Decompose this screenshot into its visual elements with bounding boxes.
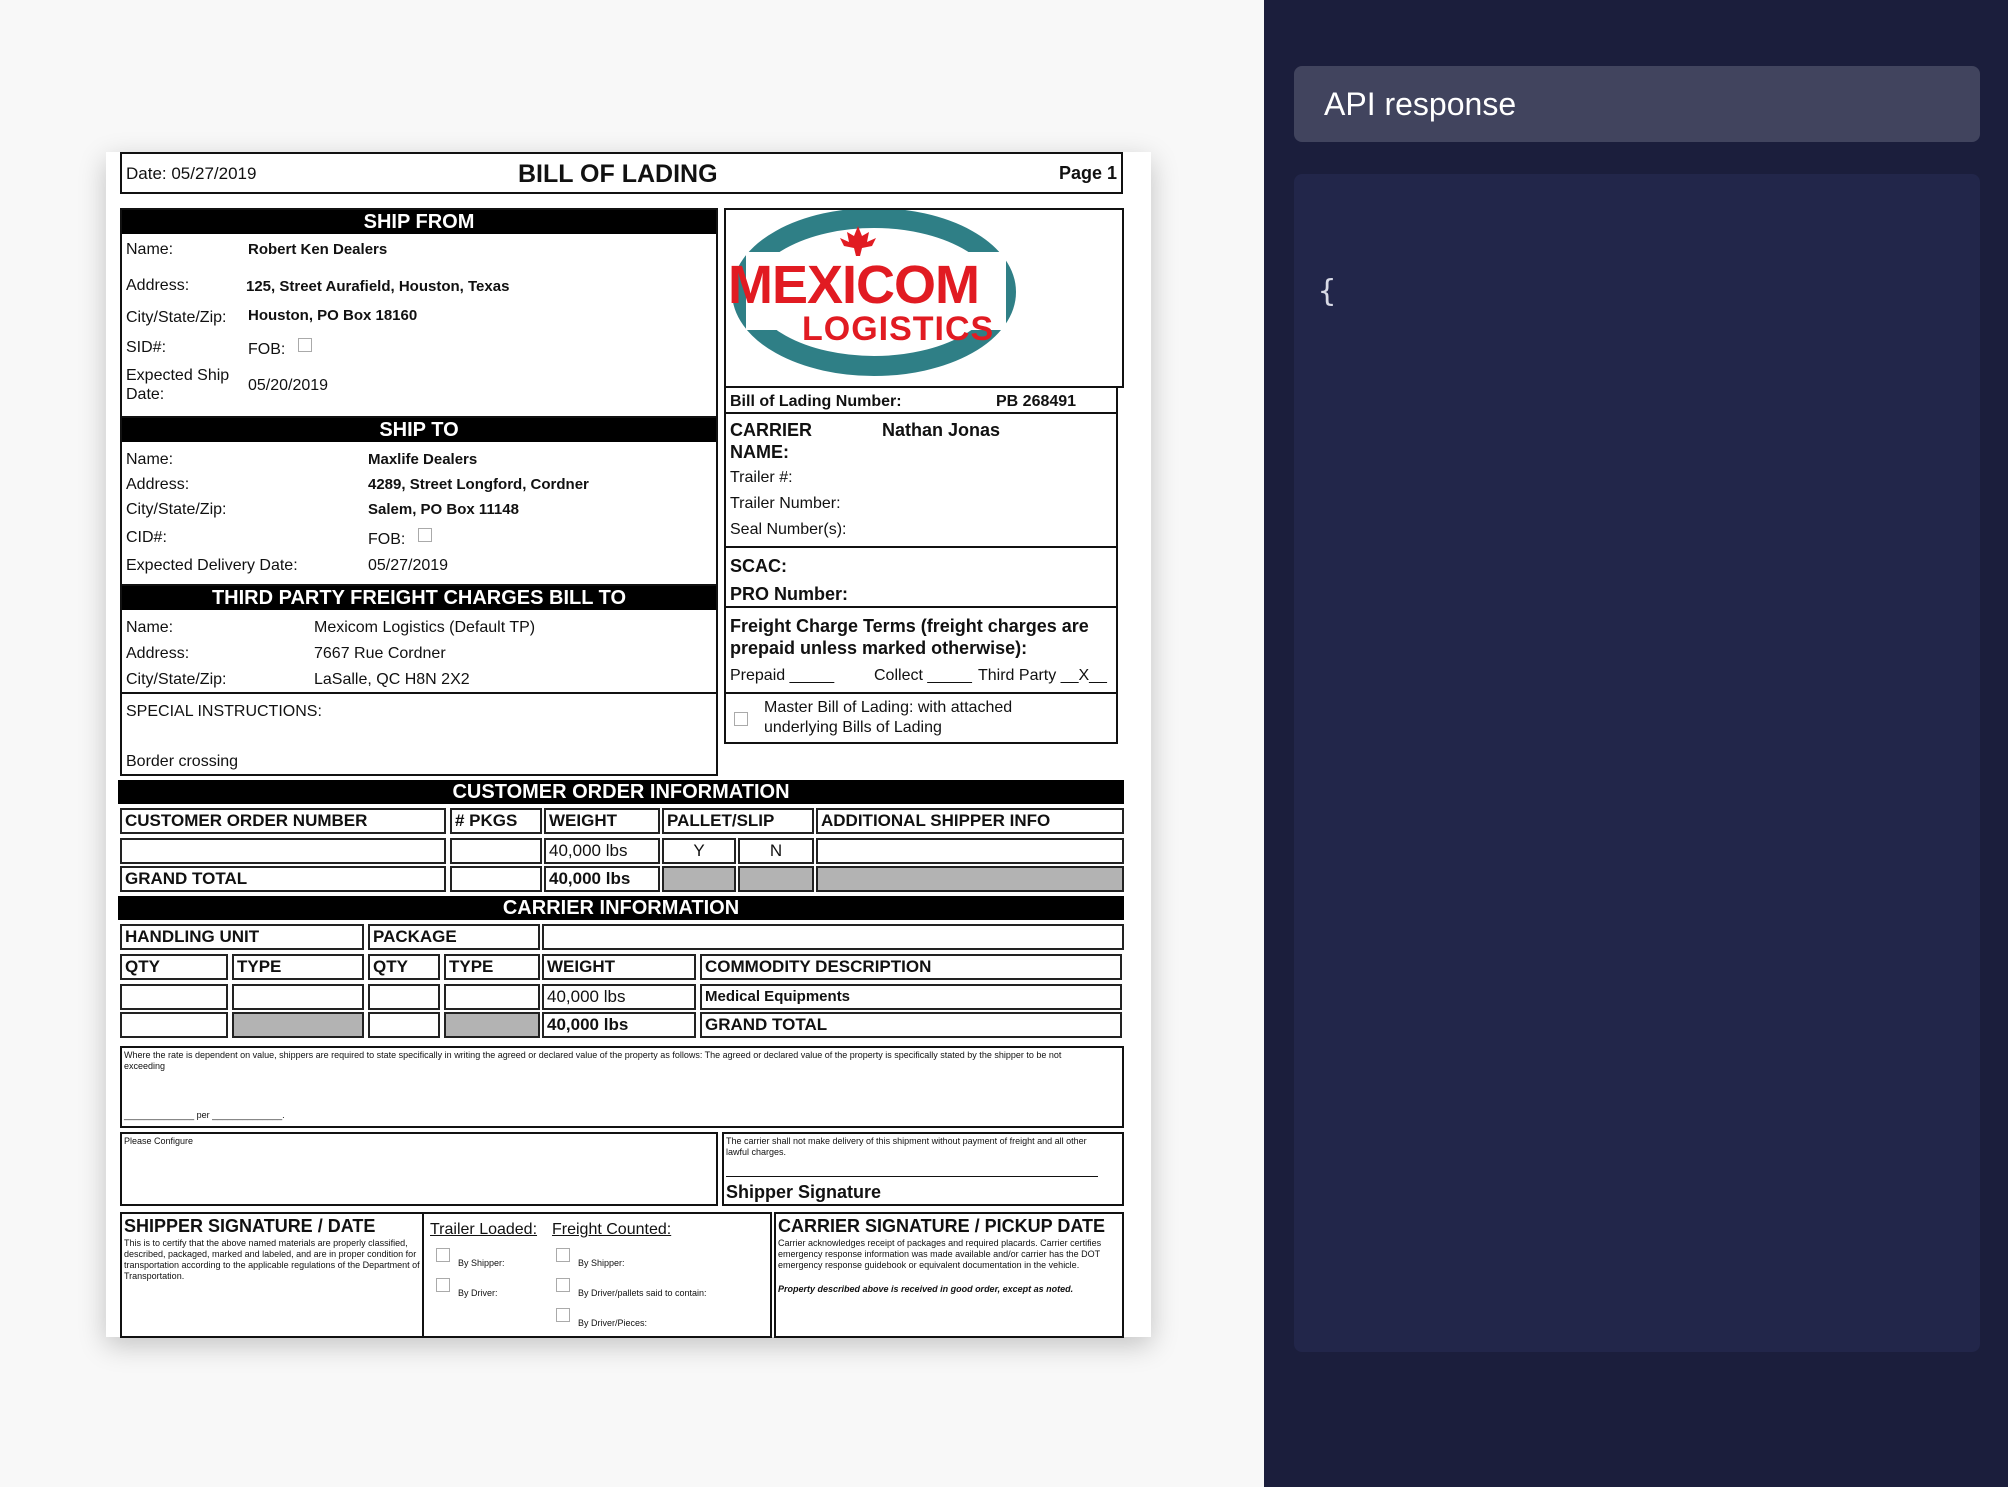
order-slip-cell: N bbox=[738, 838, 814, 864]
expected-ship-label-2: Date: bbox=[126, 386, 165, 403]
expected-ship-date: 05/20/2019 bbox=[248, 377, 329, 394]
api-response-panel bbox=[1264, 0, 2008, 1487]
carrier-box bbox=[724, 412, 1118, 548]
shipper-signature-box bbox=[120, 1212, 424, 1338]
freight-third-party: Third Party __X__ bbox=[978, 667, 1107, 684]
sid-label: SID#: bbox=[126, 339, 167, 356]
carrier-signature-text: Carrier acknowledges receipt of packages and required placards. Carrier certifies emergency response information was made available and/or carrier has the DOT emergency response guidebook or equivalent documentation in the vehicle. bbox=[778, 1238, 1102, 1270]
carrier-signature-bold-text: Property described above is received in good order, except as noted. bbox=[778, 1284, 1074, 1294]
trailer-freight-box bbox=[422, 1212, 772, 1338]
cid-label: CID#: bbox=[126, 529, 167, 546]
col-customer-order-number: CUSTOMER ORDER NUMBER bbox=[120, 808, 446, 834]
carrier-name: Nathan Jonas bbox=[882, 420, 1001, 440]
col-commodity-description: COMMODITY DESCRIPTION bbox=[700, 954, 1122, 980]
page-number: Page 1 bbox=[1058, 163, 1117, 183]
logo-text-logistics: LOGISTICS bbox=[802, 310, 995, 348]
ship-from-city-label: City/State/Zip: bbox=[126, 309, 227, 326]
freight-collect: Collect _____ bbox=[874, 667, 972, 684]
freight-by-driver-pallets-label: By Driver/pallets said to contain: bbox=[578, 1288, 707, 1298]
expected-delivery-label: Expected Delivery Date: bbox=[126, 557, 298, 574]
carrier-signature-box bbox=[774, 1212, 1124, 1338]
carrier-weight-cell: 40,000 lbs bbox=[542, 984, 696, 1010]
col-pkgs: # PKGS bbox=[450, 808, 542, 834]
expected-delivery-date: 05/27/2019 bbox=[368, 557, 449, 574]
please-configure-box bbox=[120, 1132, 718, 1206]
carrier-total-qty-2 bbox=[368, 1012, 440, 1038]
carrier-name-label-2: NAME: bbox=[730, 442, 789, 462]
ship-to-fob-checkbox[interactable] bbox=[418, 528, 432, 542]
carrier-grand-total-label: GRAND TOTAL bbox=[700, 1012, 1122, 1038]
api-response-title: API response bbox=[1294, 66, 1980, 142]
handling-unit-header: HANDLING UNIT bbox=[120, 924, 364, 950]
carrier-name-label-1: CARRIER bbox=[730, 420, 813, 440]
master-bol-line1: Master Bill of Lading: with attached bbox=[764, 699, 1013, 716]
col-weight: WEIGHT bbox=[544, 808, 660, 834]
order-grand-total-pallet bbox=[662, 866, 736, 892]
ship-to-address: 4289, Street Longford, Cordner bbox=[368, 476, 589, 493]
freight-by-shipper-label: By Shipper: bbox=[578, 1258, 625, 1268]
seal-number-label: Seal Number(s): bbox=[730, 521, 847, 538]
freight-by-driver-pallets-checkbox[interactable] bbox=[556, 1278, 570, 1292]
ship-from-address-label: Address: bbox=[126, 277, 190, 294]
special-instructions-label: SPECIAL INSTRUCTIONS: bbox=[126, 703, 322, 720]
trailer-by-shipper-label: By Shipper: bbox=[458, 1258, 505, 1268]
title-row bbox=[120, 152, 1123, 194]
signature-line bbox=[726, 1176, 1098, 1177]
carrier-qty-2-cell[interactable] bbox=[368, 984, 440, 1010]
order-grand-total-label: GRAND TOTAL bbox=[120, 866, 446, 892]
third-party-name-label: Name: bbox=[126, 619, 174, 636]
bol-number-box bbox=[724, 386, 1118, 414]
declared-value-text: Where the rate is dependent on value, shippers are required to state specifically in writing the agreed or declared value of the property as follows: The agreed or declared value of the property is specifically stated by the shipper to be not exceeding bbox=[124, 1050, 1062, 1071]
freight-terms-box bbox=[724, 606, 1118, 694]
third-party-address: 7667 Rue Cordner bbox=[314, 645, 446, 662]
declared-value-per: ______________ per ______________. bbox=[124, 1110, 285, 1120]
pro-number-label: PRO Number: bbox=[730, 584, 849, 604]
ship-from-name-label: Name: bbox=[126, 241, 174, 258]
master-bol-box bbox=[724, 692, 1118, 744]
api-response-body[interactable] bbox=[1294, 174, 1980, 1352]
freight-by-driver-pieces-checkbox[interactable] bbox=[556, 1308, 570, 1322]
freight-terms-line1: Freight Charge Terms (freight charges are bbox=[730, 616, 1089, 636]
order-grand-total-slip bbox=[738, 866, 814, 892]
third-party-box bbox=[120, 584, 718, 694]
carrier-type-1-cell[interactable] bbox=[232, 984, 364, 1010]
order-number-cell[interactable] bbox=[120, 838, 446, 864]
trailer-number-label: Trailer Number: bbox=[730, 495, 841, 512]
ship-to-city-label: City/State/Zip: bbox=[126, 501, 227, 518]
ship-to-city: Salem, PO Box 11148 bbox=[368, 501, 519, 518]
scac-label: SCAC: bbox=[730, 556, 787, 576]
please-configure-text: Please Configure bbox=[124, 1136, 194, 1146]
col-type-2: TYPE bbox=[444, 954, 540, 980]
col-qty-2: QTY bbox=[368, 954, 440, 980]
trailer-by-shipper-checkbox[interactable] bbox=[436, 1248, 450, 1262]
customer-order-header: CUSTOMER ORDER INFORMATION bbox=[118, 780, 1124, 804]
ship-from-city: Houston, PO Box 18160 bbox=[248, 307, 418, 324]
ship-to-name: Maxlife Dealers bbox=[368, 451, 478, 468]
third-party-city-label: City/State/Zip: bbox=[126, 671, 227, 688]
trailer-by-driver-label: By Driver: bbox=[458, 1288, 498, 1298]
order-grand-total-pkgs bbox=[450, 866, 542, 892]
carrier-total-weight: 40,000 lbs bbox=[542, 1012, 696, 1038]
ship-from-header: SHIP FROM bbox=[122, 210, 716, 234]
carrier-qty-1-cell[interactable] bbox=[120, 984, 228, 1010]
ship-from-address: 125, Street Aurafield, Houston, Texas bbox=[246, 278, 510, 295]
ship-from-name: Robert Ken Dealers bbox=[248, 241, 388, 258]
order-grand-total-additional bbox=[816, 866, 1124, 892]
freight-prepaid: Prepaid _____ bbox=[730, 667, 835, 684]
third-party-name: Mexicom Logistics (Default TP) bbox=[314, 619, 536, 636]
third-party-city: LaSalle, QC H8N 2X2 bbox=[314, 671, 470, 688]
delivery-terms-text: The carrier shall not make delivery of this shipment without payment of freight and all other lawful charges. bbox=[726, 1136, 1087, 1157]
freight-by-driver-pieces-label: By Driver/Pieces: bbox=[578, 1318, 648, 1328]
col-pallet-slip: PALLET/SLIP bbox=[662, 808, 814, 834]
bol-number-label: Bill of Lading Number: bbox=[730, 393, 902, 410]
third-party-header: THIRD PARTY FREIGHT CHARGES BILL TO bbox=[122, 586, 716, 610]
col-type-1: TYPE bbox=[232, 954, 364, 980]
document-date: Date: 05/27/2019 bbox=[126, 164, 257, 183]
order-pkgs-cell[interactable] bbox=[450, 838, 542, 864]
ship-to-box bbox=[120, 416, 718, 586]
document-title: BILL OF LADING bbox=[518, 160, 718, 188]
order-pallet-cell: Y bbox=[662, 838, 736, 864]
carrier-info-header: CARRIER INFORMATION bbox=[118, 896, 1124, 920]
ship-to-address-label: Address: bbox=[126, 476, 190, 493]
freight-terms-line2: prepaid unless marked otherwise): bbox=[730, 638, 1028, 658]
commodity-description-cell: Medical Equipments bbox=[700, 984, 1122, 1010]
delivery-terms-box bbox=[722, 1132, 1124, 1206]
carrier-type-2-cell[interactable] bbox=[444, 984, 540, 1010]
bol-number-value: PB 268491 bbox=[996, 393, 1077, 410]
declared-value-box bbox=[120, 1046, 1124, 1128]
scac-pro-box bbox=[724, 546, 1118, 608]
shipper-signature-label: Shipper Signature bbox=[726, 1182, 882, 1202]
carrier-total-type-1 bbox=[232, 1012, 364, 1038]
ship-from-fob-checkbox[interactable] bbox=[298, 338, 312, 352]
master-bol-line2: underlying Bills of Lading bbox=[764, 719, 942, 736]
trailer-by-driver-checkbox[interactable] bbox=[436, 1278, 450, 1292]
ship-to-fob-label: FOB: bbox=[368, 531, 406, 548]
shipper-signature-title: SHIPPER SIGNATURE / DATE bbox=[124, 1216, 376, 1236]
ship-to-header: SHIP TO bbox=[122, 418, 716, 442]
expected-ship-label-1: Expected Ship bbox=[126, 367, 230, 384]
freight-by-shipper-checkbox[interactable] bbox=[556, 1248, 570, 1262]
order-additional-info-cell[interactable] bbox=[816, 838, 1124, 864]
shipper-signature-text: This is to certify that the above named materials are properly classified, described, packaged, marked and labeled, and are in proper condition for transportation according to the applicable regulations of the Department of Transportation. bbox=[124, 1238, 420, 1281]
special-instructions-value: Border crossing bbox=[126, 753, 239, 770]
carrier-signature-title: CARRIER SIGNATURE / PICKUP DATE bbox=[778, 1216, 1106, 1236]
master-bol-checkbox[interactable] bbox=[734, 712, 748, 726]
ship-to-name-label: Name: bbox=[126, 451, 174, 468]
trailer-label: Trailer #: bbox=[730, 469, 793, 486]
third-party-address-label: Address: bbox=[126, 645, 190, 662]
special-instructions-box bbox=[120, 692, 718, 776]
col-qty-1: QTY bbox=[120, 954, 228, 980]
package-header: PACKAGE bbox=[368, 924, 540, 950]
trailer-loaded-label: Trailer Loaded: bbox=[430, 1221, 538, 1238]
carrier-total-type-2 bbox=[444, 1012, 540, 1038]
carrier-info-blank-header bbox=[542, 924, 1124, 950]
freight-counted-label: Freight Counted: bbox=[552, 1221, 672, 1238]
carrier-total-qty-1 bbox=[120, 1012, 228, 1038]
ship-from-fob-label: FOB: bbox=[248, 341, 286, 358]
order-weight-cell: 40,000 lbs bbox=[544, 838, 660, 864]
api-response-json: { bbox=[1318, 274, 1337, 309]
logo-text-mexicom: MEXICOM bbox=[728, 255, 980, 315]
col-carrier-weight: WEIGHT bbox=[542, 954, 696, 980]
col-additional-shipper-info: ADDITIONAL SHIPPER INFO bbox=[816, 808, 1124, 834]
bill-of-lading-page bbox=[106, 152, 1151, 1337]
order-grand-total-weight: 40,000 lbs bbox=[544, 866, 660, 892]
ship-from-box bbox=[120, 208, 718, 418]
logo-box bbox=[724, 208, 1124, 388]
